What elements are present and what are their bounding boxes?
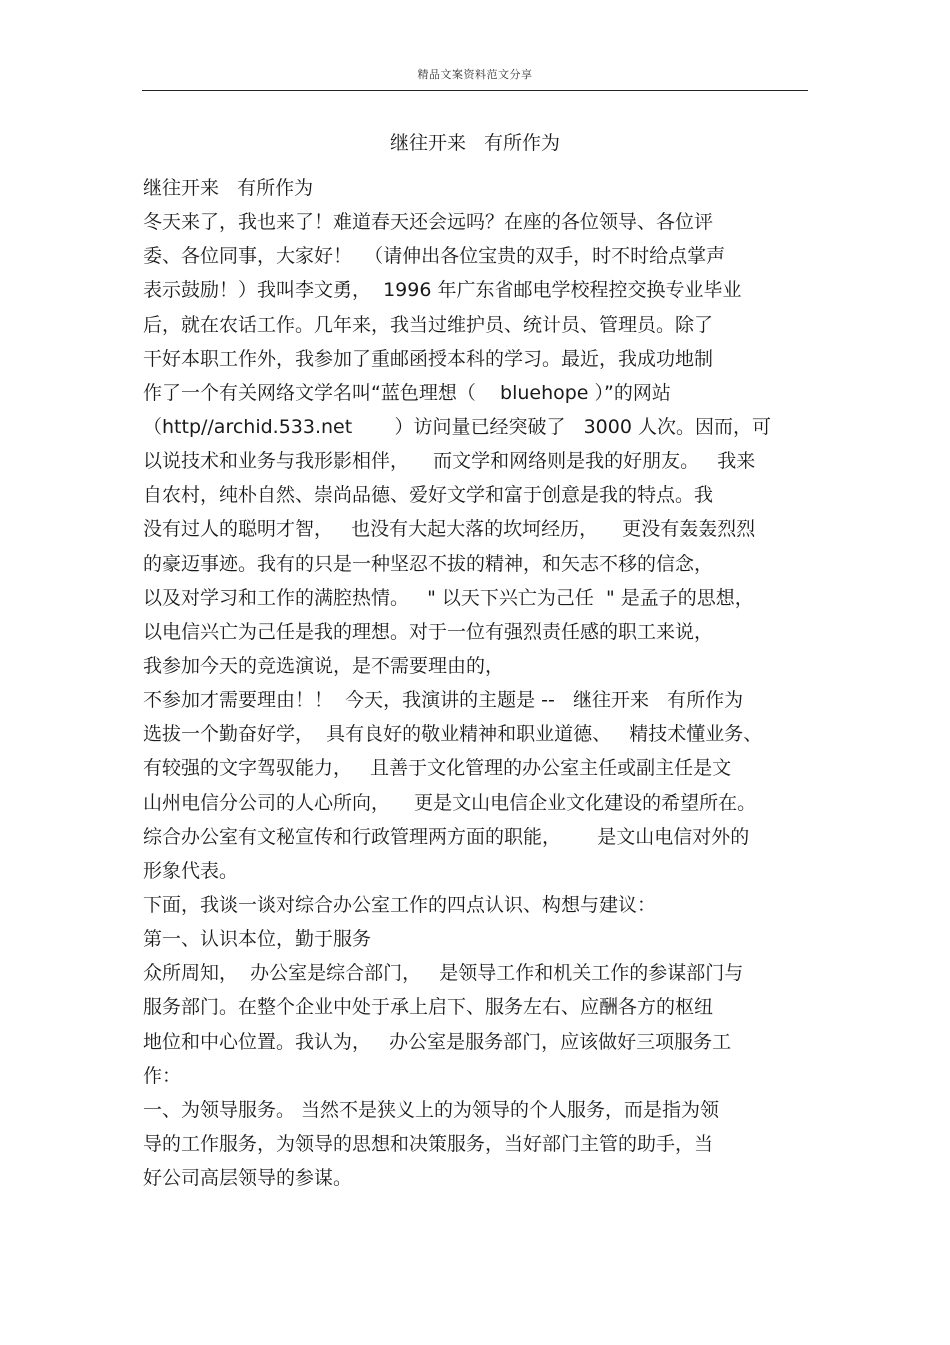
body-line: 服务部门。在整个企业中处于承上启下、服务左右、应酬各方的枢纽 <box>143 996 714 1019</box>
document-body <box>143 171 823 1195</box>
section-heading: 第一、认识本位，勤于服务 <box>143 928 372 951</box>
body-line: 干好本职工作外，我参加了重邮函授本科的学习。最近，我成功地制 <box>143 347 714 370</box>
body-line: 好公司高层领导的参谋。 <box>143 1167 353 1190</box>
body-line: 作： <box>143 1064 182 1087</box>
body-line: 自农村，纯朴自然、崇尚品德、爱好文学和富于创意是我的特点。我 <box>143 484 714 507</box>
header-divider <box>142 90 808 91</box>
body-line: 一、为领导服务。 当然不是狭义上的为领导的个人服务，而是指为领 <box>143 1098 720 1121</box>
body-line: 山州电信分公司的人心所向， 更是文山电信企业文化建设的希望所在。 <box>143 791 757 814</box>
body-line: 以说技术和业务与我形影相伴， 而文学和网络则是我的好朋友。 我来 <box>143 450 756 473</box>
body-line: 没有过人的聪明才智， 也没有大起大落的坎坷经历， 更没有轰轰烈烈 <box>143 518 756 541</box>
body-line: 以及对学习和工作的满腔热情。 " 以天下兴亡为己任 " 是孟子的思想， <box>143 586 754 609</box>
body-line: 委、各位同事，大家好！ （请伸出各位宝贵的双手，时不时给点掌声 <box>143 245 726 268</box>
body-line: 不参加才需要理由！！ 今天，我演讲的主题是 -- 继往开来 有所作为 <box>143 689 744 712</box>
body-line: 导的工作服务，为领导的思想和决策服务，当好部门主管的助手，当 <box>143 1132 714 1155</box>
body-line: （http//archid.533.net ）访问量已经突破了 3000 人次。因而，可 <box>143 415 771 438</box>
body-line: 下面，我谈一谈对综合办公室工作的四点认识、构想与建议： <box>143 893 657 916</box>
body-line: 众所周知， 办公室是综合部门， 是领导工作和机关工作的参谋部门与 <box>143 962 744 985</box>
body-line: 综合办公室有文秘宣传和行政管理两方面的职能， 是文山电信对外的 <box>143 825 750 848</box>
body-line: 以电信兴亡为己任是我的理想。对于一位有强烈责任感的职工来说， <box>143 620 714 643</box>
body-line: 冬天来了，我也来了！难道春天还会远吗？在座的各位领导、各位评 <box>143 211 714 234</box>
body-line: 有较强的文字驾驭能力， 且善于文化管理的办公室主任或副主任是文 <box>143 757 732 780</box>
body-line: 地位和中心位置。我认为， 办公室是服务部门，应该做好三项服务工 <box>143 1030 732 1053</box>
body-line: 的豪迈事迹。我有的只是一种坚忍不拔的精神，和矢志不移的信念， <box>143 552 714 575</box>
body-line: 作了一个有关网络文学名叫“蓝色理想（ bluehope ）”的网站 <box>143 381 671 404</box>
document-title: 继往开来 有所作为 <box>389 132 561 154</box>
body-line: 选拔一个勤奋好学， 具有良好的敬业精神和职业道德、 精技术懂业务、 <box>143 723 763 746</box>
page-header: 精品文案资料范文分享 <box>417 68 533 81</box>
body-line: 我参加今天的竞选演说，是不需要理由的， <box>143 654 505 677</box>
body-line: 后，就在农话工作。几年来，我当过维护员、统计员、管理员。除了 <box>143 313 714 336</box>
body-line: 表示鼓励！）我叫李文勇， 1996 年广东省邮电学校程控交换专业毕业 <box>143 279 742 302</box>
body-line: 形象代表。 <box>143 859 239 882</box>
body-line: 继往开来 有所作为 <box>143 177 314 199</box>
